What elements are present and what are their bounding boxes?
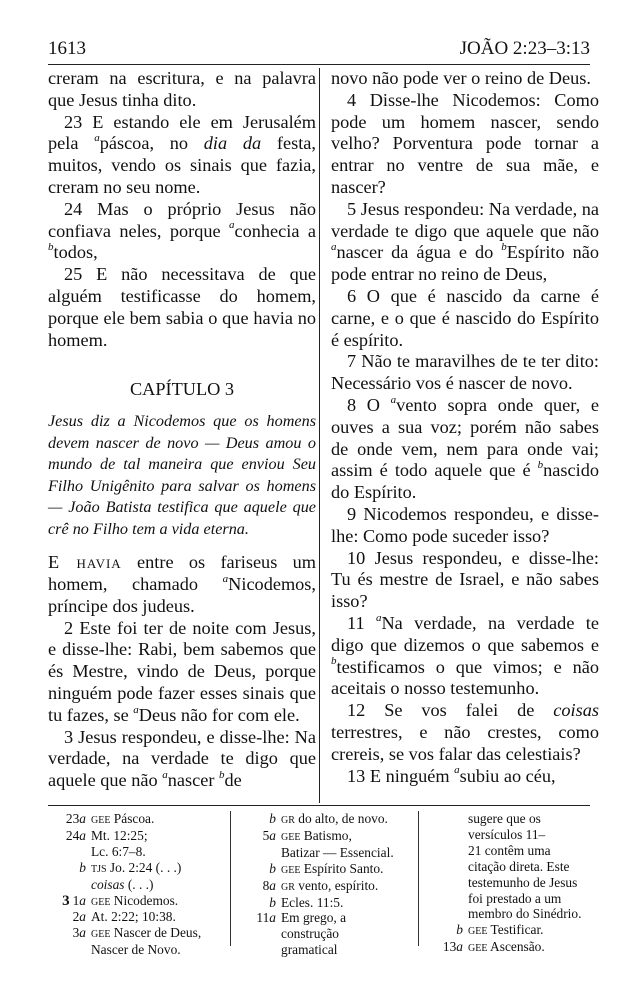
footnote-text: gr vento, espírito. — [281, 877, 379, 894]
footnote-text: tjs Jo. 2:24 (. . .) — [91, 859, 182, 876]
footnote-label — [48, 942, 91, 958]
footnote-ref[interactable]: a — [229, 219, 235, 232]
verse-4: 4 Disse-lhe Nicodemos: Como pode um homem nascer, sendo velho? Porventura pode tornar a entrar no ventre de sua mãe, e nascer? — [331, 89, 599, 197]
footnote-entry[interactable] — [238, 811, 413, 828]
footnote-label: 11a — [256, 910, 276, 926]
footnote-column-3 — [425, 811, 590, 956]
footnote-entry[interactable] — [425, 922, 590, 939]
footnote-entry[interactable] — [238, 910, 413, 926]
page-number: 1613 — [48, 38, 86, 59]
footnote-text: membro do Sinédrio. — [468, 906, 582, 922]
footnote-label — [425, 906, 468, 922]
footnote-text: At. 2:22; 10:38. — [91, 909, 176, 925]
footnote-text: gee Nicodemos. — [91, 892, 179, 909]
footnote-label: 13a — [442, 939, 463, 955]
footnote-ref[interactable]: a — [390, 393, 397, 406]
footnote-label — [425, 843, 468, 859]
left-column — [48, 68, 316, 792]
footnote-entry[interactable] — [238, 878, 413, 895]
footnote-ref[interactable]: a — [133, 703, 139, 716]
footnote-label: 3a — [72, 925, 86, 941]
footnote-label: 24a — [65, 827, 86, 843]
footnote-label: b — [79, 859, 86, 875]
verse-1: E havia entre os fariseus um homem, chamado $^a$Nicodemos, príncipe dos judeus. — [48, 552, 316, 616]
footnote-text: testemunho de Jesus — [468, 874, 578, 890]
footnote-text: citação direta. Este — [468, 858, 570, 874]
footnote-text: gee Batismo, — [281, 827, 352, 844]
footnote-label: 3 1a — [62, 892, 86, 909]
verse-24: 24 Mas o próprio Jesus não confiava neles, porque $^a$conhecia a $^b$todos, — [48, 198, 316, 263]
footnote-text: gramatical — [281, 942, 338, 958]
footnote-text: gee Páscoa. — [91, 811, 155, 827]
footnote-entry[interactable] — [48, 860, 226, 877]
verse-25: 25 E não necessitava de que alguém testificasse do homem, porque ele bem sabia o que havia no homem. — [48, 264, 316, 350]
footnote-text: versículos 11– — [468, 826, 546, 842]
footnote-text: Lc. 6:7–8. — [91, 843, 146, 859]
footnote-text: gr do alto, de novo. — [281, 811, 388, 827]
footnote-entry[interactable] — [425, 891, 590, 907]
footnote-label — [238, 845, 281, 861]
footnote-text: coisas (. . .) — [91, 876, 154, 892]
verse-12: 12 Se vos falei de coisas terrestres, e não crestes, como crereis, se vos falar das celestiais? — [331, 700, 599, 764]
verse-5: 5 Jesus respondeu: Na verdade, na verdade te digo que aquele que não $^a$nascer da água e do $^b$Espírito não pode entrar no reino de Deus, — [331, 198, 599, 285]
footnote-entry[interactable] — [425, 843, 590, 859]
footnote-label: 8a — [262, 877, 276, 893]
verse-10: 10 Jesus respondeu, e disse-lhe: Tu és mestre de Israel, e não sabes isso? — [331, 547, 599, 612]
drop-cap-words: E havia — [48, 552, 122, 573]
footnote-entry[interactable] — [425, 827, 590, 843]
verse-6: 6 O que é nascido da carne é carne, e o que é nascido do Espírito é espírito. — [331, 285, 599, 350]
verse-continuation: creram na escritura, e na palavra que Jesus tinha dito. — [48, 68, 316, 110]
footnote-label: 5a — [262, 827, 276, 843]
footnote-entry[interactable] — [238, 861, 413, 878]
footnote-label — [48, 877, 91, 893]
chapter-summary: Jesus diz a Nicodemos que os homens devem nascer de novo — Deus amou o mundo de tal maneira que enviou Seu Filho Unigênito para salvar os homens — João Batista testifica que aquele que crê no Filho tem a vida eterna. — [48, 412, 316, 538]
footnote-entry[interactable] — [425, 906, 590, 922]
footnote-label — [425, 811, 468, 827]
footnote-ref[interactable]: b — [218, 769, 225, 782]
footnote-text: construção — [281, 926, 340, 942]
right-column — [331, 68, 599, 787]
footnote-chapter-number: 3 — [62, 892, 70, 909]
verse-9: 9 Nicodemos respondeu, e disse-lhe: Como pode suceder isso? — [331, 503, 599, 546]
footnote-label — [425, 827, 468, 843]
footnote-entry[interactable] — [48, 942, 226, 958]
footnote-label — [425, 875, 468, 891]
footnote-entry[interactable] — [238, 828, 413, 845]
footnote-text: gee Espírito Santo. — [281, 860, 384, 877]
footnote-ref[interactable]: a — [331, 241, 337, 254]
footnote-ref[interactable]: b — [501, 241, 507, 254]
verse-continuation: novo não pode ver o reino de Deus. — [331, 68, 591, 88]
verse-3: 3 Jesus respondeu, e disse-lhe: Na verdade, na verdade te digo que aquele que não $^a$nascer $^b$de — [48, 726, 316, 791]
footnote-ref[interactable]: a — [454, 764, 460, 777]
footnote-entry[interactable] — [425, 875, 590, 891]
footnote-label: b — [269, 860, 276, 876]
footnote-entry[interactable] — [238, 942, 413, 958]
footnote-text: 21 contêm uma — [468, 842, 551, 858]
footnote-column-2 — [238, 811, 413, 958]
footnote-label: 2a — [72, 909, 86, 925]
verse-11: 11 $^a$Na verdade, na verdade te digo que dizemos o que sabemos e $^b$testificamos o que vimos; e não aceitais o nosso testemunho. — [331, 611, 599, 699]
footnote-entry[interactable] — [238, 895, 413, 911]
footnote-entry[interactable] — [48, 925, 226, 942]
running-title: JOÃO 2:23–3:13 — [459, 38, 590, 59]
footnote-entry[interactable] — [48, 909, 226, 925]
verse-23: 23 E estando ele em Jerusalém pela $^a$páscoa, no dia da festa, muitos, vendo os sinais que fazia, creram no seu nome. — [48, 111, 316, 197]
footnote-label: 23a — [65, 811, 86, 826]
footnote-entry[interactable] — [238, 845, 413, 861]
footnote-label — [425, 891, 468, 907]
footnote-entry[interactable] — [425, 859, 590, 875]
footnote-ref[interactable]: a — [162, 769, 168, 782]
footnote-text: foi prestado a um — [468, 890, 562, 906]
chapter-heading: CAPÍTULO 3 — [129, 379, 235, 400]
footnote-ref[interactable]: a — [222, 572, 229, 585]
footnote-text: Batizar — Essencial. — [281, 844, 394, 860]
footnote-column-divider — [418, 811, 419, 946]
footnote-text: gee Nascer de Deus, — [91, 925, 202, 942]
footnote-ref[interactable]: b — [48, 241, 54, 254]
footnote-ref[interactable]: a — [375, 611, 382, 624]
footnote-label: b — [269, 811, 276, 826]
footnote-text: sugere que os — [468, 811, 541, 826]
footnote-label — [238, 942, 281, 958]
footnote-text: Nascer de Novo. — [91, 942, 181, 958]
footnote-entry[interactable] — [425, 939, 590, 956]
footnote-label: b — [269, 894, 276, 910]
footnote-entry[interactable] — [425, 811, 590, 827]
footnote-entry[interactable] — [48, 877, 226, 893]
header-rule — [48, 64, 590, 65]
verse-2: 2 Este foi ter de noite com Jesus, e disse-lhe: Rabi, bem sabemos que és Mestre, vindo de Deus, porque ninguém pode fazer esses sinais que tu fazes, se $^a$Deus não for com ele. — [48, 617, 316, 725]
footnote-text: Ecles. 11:5. — [281, 894, 344, 910]
footnote-entry[interactable] — [48, 811, 226, 828]
footnote-text: Em grego, a — [281, 910, 347, 926]
footnote-entry[interactable] — [48, 828, 226, 844]
footnote-text: Mt. 12:25; — [91, 827, 148, 843]
footnote-rule — [48, 805, 590, 806]
footnote-entry[interactable] — [48, 844, 226, 860]
column-divider — [319, 68, 320, 803]
footnote-text: gee Ascensão. — [468, 939, 545, 956]
footnote-column-1 — [48, 811, 226, 958]
footnote-label — [238, 926, 281, 942]
verse-7: 7 Não te maravilhes de te ter dito: Necessário vos é nascer de novo. — [331, 351, 599, 394]
footnote-label — [425, 859, 468, 875]
footnote-column-divider — [230, 811, 231, 946]
footnote-ref[interactable]: b — [537, 459, 544, 472]
footnote-ref[interactable]: a — [94, 132, 100, 145]
footnote-entry[interactable] — [238, 926, 413, 942]
verse-8: 8 O $^a$vento sopra onde quer, e ouves a sua voz; porém não sabes de onde vem, nem para onde vai; assim é todo aquele que é $^b$nascido do Espírito. — [331, 393, 600, 503]
footnote-text: gee Testificar. — [468, 922, 544, 939]
footnote-label: b — [456, 922, 463, 938]
footnote-entry[interactable] — [48, 893, 226, 910]
footnote-label — [48, 844, 91, 860]
footnote-ref[interactable]: b — [331, 655, 337, 668]
verse-13: 13 E ninguém $^a$subiu ao céu, — [347, 764, 556, 786]
